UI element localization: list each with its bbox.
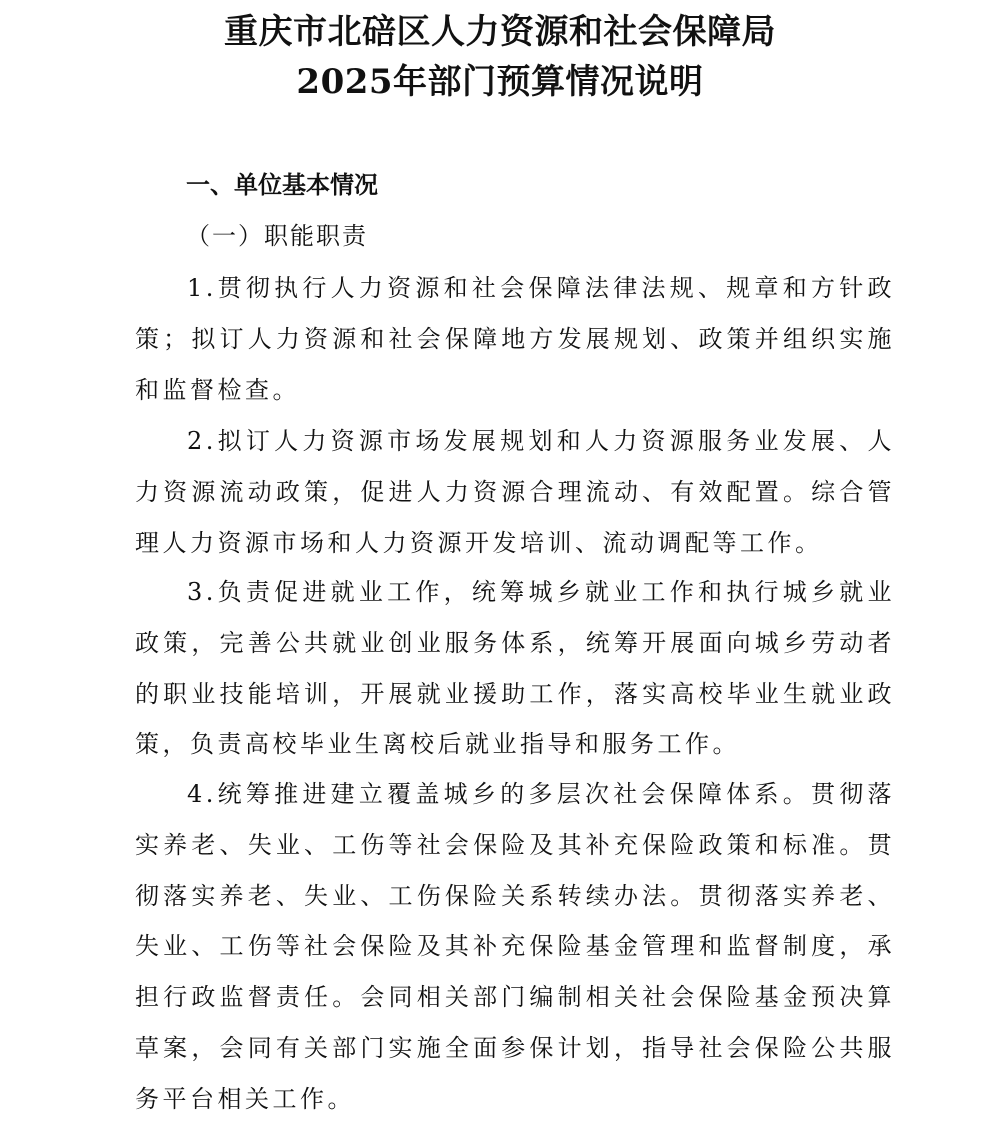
subsection-heading: （一）职能职责 <box>186 222 368 250</box>
paragraph-2: 2.拟订人力资源市场发展规划和人力资源服务业发展、人力资源流动政策，促进人力资源合理流动、有效配置。综合管理人力资源市场和人力资源开发培训、流动调配等工作。 <box>135 427 895 557</box>
paragraph-4: 4.统筹推进建立覆盖城乡的多层次社会保障体系。贯彻落实养老、失业、工伤等社会保险及其补充保险政策和标准。贯彻落实养老、失业、工伤保险关系转续办法。贯彻落实养老、失业、工伤等社会保险及其补充保险基金管理和监督制度，承担行政监督责任。会同相关部门编制相关社会保险基金预决算草案，会同有关部门实施全面参保计划，指导社会保险公共服务平台相关工作。 <box>135 780 895 1113</box>
section-heading: 一、单位基本情况 <box>186 171 378 199</box>
paragraph-3: 3.负责促进就业工作，统筹城乡就业工作和执行城乡就业政策，完善公共就业创业服务体系，统筹开展面向城乡劳动者的职业技能培训，开展就业援助工作，落实高校毕业生就业政策，负责高校毕业生离校后就业指导和服务工作。 <box>135 578 895 759</box>
document-title-line-1: 重庆市北碚区人力资源和社会保障局 <box>224 12 776 52</box>
document-title-line-2: 2025年部门预算情况说明 <box>296 62 704 102</box>
paragraph-1: 1.贯彻执行人力资源和社会保障法律法规、规章和方针政策；拟订人力资源和社会保障地方发展规划、政策并组织实施和监督检查。 <box>135 274 895 404</box>
